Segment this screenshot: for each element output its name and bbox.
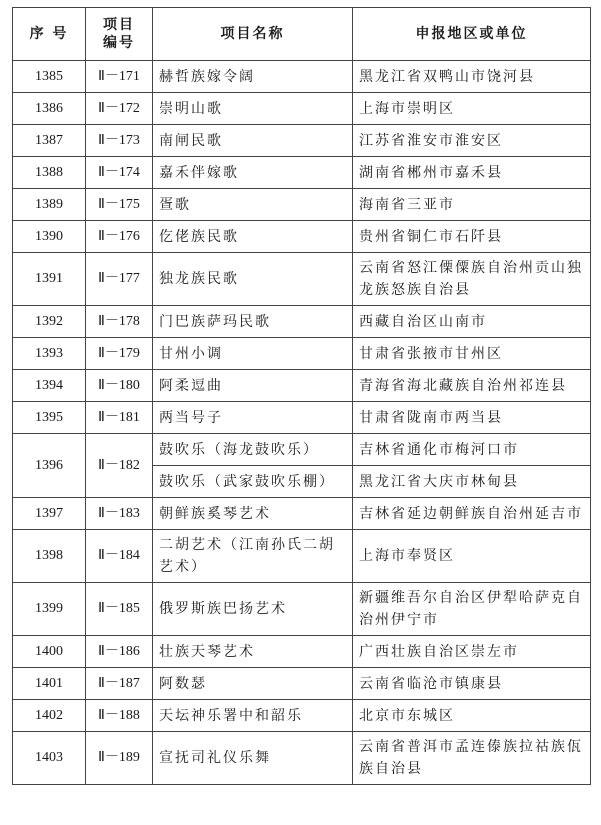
cell-name: 嘉禾伴嫁歌 xyxy=(153,157,353,189)
cell-seq: 1394 xyxy=(13,370,86,402)
cell-seq: 1386 xyxy=(13,93,86,125)
cell-region: 江苏省淮安市淮安区 xyxy=(353,125,591,157)
table-row xyxy=(13,189,591,221)
cell-name: 朝鲜族奚琴艺术 xyxy=(153,498,353,530)
cell-seq: 1385 xyxy=(13,61,86,93)
table-row xyxy=(13,338,591,370)
table-row xyxy=(13,221,591,253)
table-row xyxy=(13,700,591,732)
cell-code: Ⅱ－178 xyxy=(86,306,153,338)
cell-code: Ⅱ－171 xyxy=(86,61,153,93)
table-row xyxy=(13,253,591,306)
table-row xyxy=(13,93,591,125)
cell-seq: 1401 xyxy=(13,668,86,700)
cell-name: 宣抚司礼仪乐舞 xyxy=(153,732,353,785)
cell-code: Ⅱ－180 xyxy=(86,370,153,402)
header-code xyxy=(86,8,153,61)
cell-code: Ⅱ－174 xyxy=(86,157,153,189)
cell-seq: 1402 xyxy=(13,700,86,732)
cell-region: 青海省海北藏族自治州祁连县 xyxy=(353,370,591,402)
cell-seq: 1400 xyxy=(13,636,86,668)
header-code-line1: 项目 xyxy=(103,17,135,33)
heritage-list-table xyxy=(12,7,591,785)
cell-name: 崇明山歌 xyxy=(153,93,353,125)
cell-region: 云南省临沧市镇康县 xyxy=(353,668,591,700)
cell-name: 二胡艺术（江南孙氏二胡艺术） xyxy=(153,530,353,583)
cell-name: 疍歌 xyxy=(153,189,353,221)
cell-region: 广西壮族自治区崇左市 xyxy=(353,636,591,668)
cell-code: Ⅱ－175 xyxy=(86,189,153,221)
cell-region: 甘肃省陇南市两当县 xyxy=(353,402,591,434)
cell-name: 阿数瑟 xyxy=(153,668,353,700)
cell-seq: 1390 xyxy=(13,221,86,253)
cell-seq: 1398 xyxy=(13,530,86,583)
cell-name: 甘州小调 xyxy=(153,338,353,370)
cell-region: 西藏自治区山南市 xyxy=(353,306,591,338)
cell-seq: 1396 xyxy=(13,434,86,498)
table-row xyxy=(13,498,591,530)
table-row xyxy=(13,61,591,93)
cell-region: 甘肃省张掖市甘州区 xyxy=(353,338,591,370)
cell-region: 上海市崇明区 xyxy=(353,93,591,125)
cell-code: Ⅱ－173 xyxy=(86,125,153,157)
cell-region: 黑龙江省双鸭山市饶河县 xyxy=(353,61,591,93)
cell-seq: 1393 xyxy=(13,338,86,370)
header-code-line2: 编号 xyxy=(103,35,135,51)
table-row xyxy=(13,732,591,785)
cell-code: Ⅱ－187 xyxy=(86,668,153,700)
header-region: 申报地区或单位 xyxy=(353,8,591,61)
cell-name: 阿柔逗曲 xyxy=(153,370,353,402)
cell-name: 鼓吹乐（武家鼓吹乐棚） xyxy=(153,466,353,498)
cell-region: 云南省普洱市孟连傣族拉祜族佤族自治县 xyxy=(353,732,591,785)
cell-region: 北京市东城区 xyxy=(353,700,591,732)
cell-region: 贵州省铜仁市石阡县 xyxy=(353,221,591,253)
header-name: 项目名称 xyxy=(153,8,353,61)
cell-code: Ⅱ－182 xyxy=(86,434,153,498)
cell-name: 俄罗斯族巴扬艺术 xyxy=(153,583,353,636)
cell-code: Ⅱ－186 xyxy=(86,636,153,668)
cell-region: 湖南省郴州市嘉禾县 xyxy=(353,157,591,189)
cell-seq: 1395 xyxy=(13,402,86,434)
table-row xyxy=(13,125,591,157)
table-row xyxy=(13,583,591,636)
cell-region: 吉林省通化市梅河口市 xyxy=(353,434,591,466)
cell-seq: 1399 xyxy=(13,583,86,636)
cell-code: Ⅱ－183 xyxy=(86,498,153,530)
cell-code: Ⅱ－184 xyxy=(86,530,153,583)
cell-code: Ⅱ－177 xyxy=(86,253,153,306)
cell-name: 独龙族民歌 xyxy=(153,253,353,306)
heritage-list-table-wrapper xyxy=(12,7,591,785)
cell-seq: 1389 xyxy=(13,189,86,221)
cell-region: 黑龙江省大庆市林甸县 xyxy=(353,466,591,498)
cell-code: Ⅱ－181 xyxy=(86,402,153,434)
table-row xyxy=(13,668,591,700)
cell-name: 鼓吹乐（海龙鼓吹乐） xyxy=(153,434,353,466)
cell-code: Ⅱ－189 xyxy=(86,732,153,785)
cell-code: Ⅱ－172 xyxy=(86,93,153,125)
table-row xyxy=(13,434,591,466)
cell-seq: 1392 xyxy=(13,306,86,338)
cell-region: 新疆维吾尔自治区伊犁哈萨克自治州伊宁市 xyxy=(353,583,591,636)
cell-region: 吉林省延边朝鲜族自治州延吉市 xyxy=(353,498,591,530)
table-row xyxy=(13,636,591,668)
cell-code: Ⅱ－179 xyxy=(86,338,153,370)
cell-name: 天坛神乐署中和韶乐 xyxy=(153,700,353,732)
table-row xyxy=(13,370,591,402)
cell-seq: 1397 xyxy=(13,498,86,530)
header-seq: 序 号 xyxy=(13,8,86,61)
cell-name: 两当号子 xyxy=(153,402,353,434)
cell-name: 门巴族萨玛民歌 xyxy=(153,306,353,338)
cell-code: Ⅱ－176 xyxy=(86,221,153,253)
cell-region: 海南省三亚市 xyxy=(353,189,591,221)
table-row xyxy=(13,402,591,434)
cell-name: 赫哲族嫁令阔 xyxy=(153,61,353,93)
cell-name: 南闸民歌 xyxy=(153,125,353,157)
table-row xyxy=(13,306,591,338)
table-header-row xyxy=(13,8,591,61)
cell-code: Ⅱ－185 xyxy=(86,583,153,636)
cell-region: 上海市奉贤区 xyxy=(353,530,591,583)
table-row xyxy=(13,530,591,583)
cell-seq: 1391 xyxy=(13,253,86,306)
cell-name: 壮族天琴艺术 xyxy=(153,636,353,668)
table-row xyxy=(13,157,591,189)
cell-seq: 1388 xyxy=(13,157,86,189)
cell-seq: 1387 xyxy=(13,125,86,157)
cell-code: Ⅱ－188 xyxy=(86,700,153,732)
cell-name: 仡佬族民歌 xyxy=(153,221,353,253)
cell-seq: 1403 xyxy=(13,732,86,785)
cell-region: 云南省怒江傈僳族自治州贡山独龙族怒族自治县 xyxy=(353,253,591,306)
